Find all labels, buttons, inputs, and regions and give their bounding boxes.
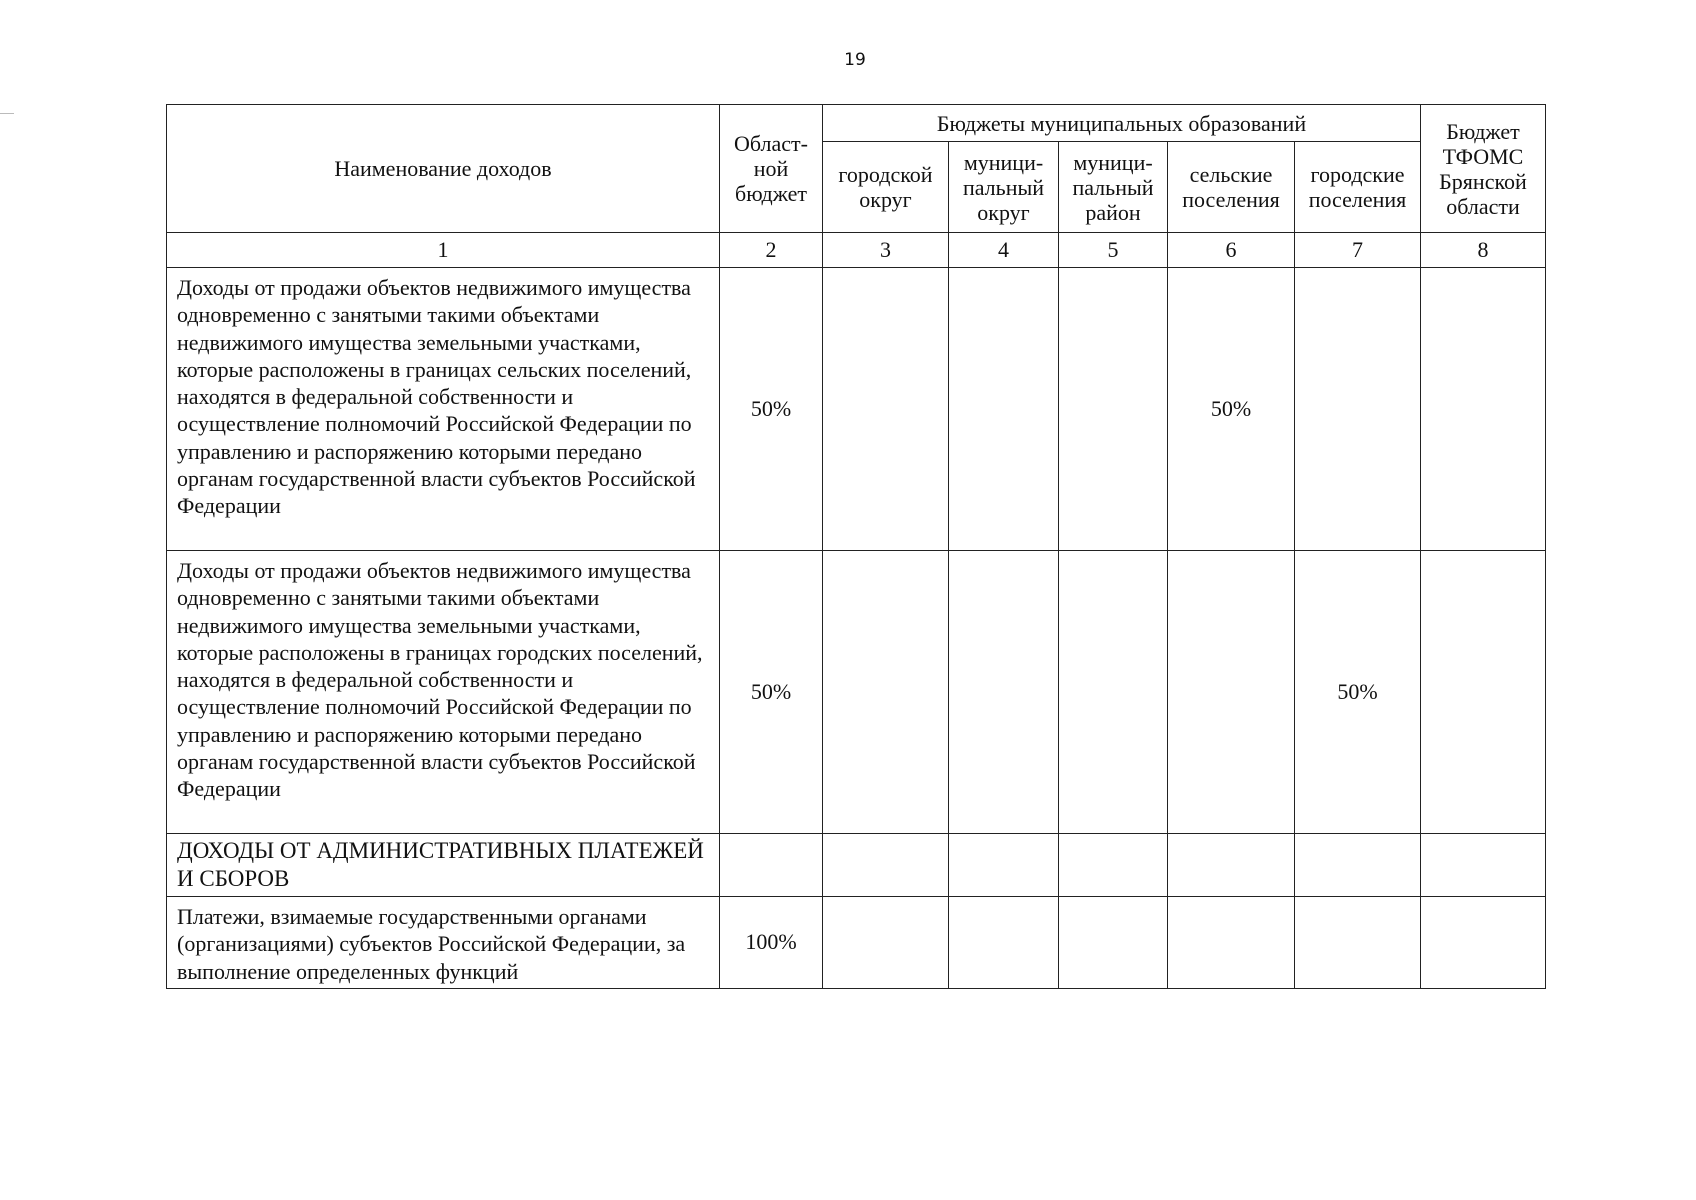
header-regional-budget: Област- ной бюджет bbox=[720, 105, 823, 233]
urban-settlements-share bbox=[1295, 897, 1421, 989]
municipal-rayon-share bbox=[1059, 897, 1168, 989]
tfoms-share bbox=[1421, 551, 1546, 834]
rural-settlements-share bbox=[1168, 834, 1295, 897]
table-row bbox=[167, 834, 1546, 897]
tfoms-share bbox=[1421, 268, 1546, 551]
revenue-distribution-table bbox=[166, 104, 1546, 989]
municipal-okrug-share bbox=[949, 551, 1059, 834]
municipal-okrug-share bbox=[949, 268, 1059, 551]
header-municipal-budgets: Бюджеты муниципальных образований bbox=[823, 105, 1421, 142]
header-urban-settlements: городские поселения bbox=[1295, 142, 1421, 233]
rural-settlements-share: 50% bbox=[1168, 268, 1295, 551]
column-number: 1 bbox=[167, 233, 720, 268]
municipal-rayon-share bbox=[1059, 268, 1168, 551]
scan-mark bbox=[0, 113, 14, 114]
column-number: 4 bbox=[949, 233, 1059, 268]
municipal-okrug-share bbox=[949, 897, 1059, 989]
municipal-rayon-share bbox=[1059, 834, 1168, 897]
revenue-name: Платежи, взимаемые государственными органами (организациями) субъектов Российской Федерации, за выполнение определенных функций bbox=[167, 897, 720, 989]
municipal-rayon-share bbox=[1059, 551, 1168, 834]
regional-share bbox=[720, 834, 823, 897]
column-number: 5 bbox=[1059, 233, 1168, 268]
city-district-share bbox=[823, 834, 949, 897]
header-municipal-okrug: муници- пальный округ bbox=[949, 142, 1059, 233]
regional-share: 100% bbox=[720, 897, 823, 989]
table-row bbox=[167, 897, 1546, 989]
header-tfoms-budget: Бюджет ТФОМС Брянской области bbox=[1421, 105, 1546, 233]
city-district-share bbox=[823, 268, 949, 551]
column-number-row bbox=[167, 233, 1546, 268]
tfoms-share bbox=[1421, 897, 1546, 989]
revenue-name: Доходы от продажи объектов недвижимого имущества одновременно с занятыми такими объектами недвижимого имущества земельными участками, которые расположены в границах городских поселений, находятся в федеральной собственности и осуществление полномочий Российской Федерации по управлению и распоряжению которыми передано органам государственной власти субъектов Российской Федерации bbox=[167, 551, 720, 834]
tfoms-share bbox=[1421, 834, 1546, 897]
municipal-okrug-share bbox=[949, 834, 1059, 897]
column-number: 6 bbox=[1168, 233, 1295, 268]
header-rural-settlements: сельские поселения bbox=[1168, 142, 1295, 233]
header-row-1 bbox=[167, 105, 1546, 142]
urban-settlements-share bbox=[1295, 834, 1421, 897]
header-name: Наименование доходов bbox=[167, 105, 720, 233]
city-district-share bbox=[823, 897, 949, 989]
section-title: ДОХОДЫ ОТ АДМИНИСТРАТИВНЫХ ПЛАТЕЖЕЙ И СБОРОВ bbox=[167, 834, 720, 897]
page-number: 19 bbox=[844, 50, 866, 70]
city-district-share bbox=[823, 551, 949, 834]
column-number: 8 bbox=[1421, 233, 1546, 268]
column-number: 3 bbox=[823, 233, 949, 268]
urban-settlements-share bbox=[1295, 268, 1421, 551]
column-number: 2 bbox=[720, 233, 823, 268]
rural-settlements-share bbox=[1168, 551, 1295, 834]
urban-settlements-share: 50% bbox=[1295, 551, 1421, 834]
column-number: 7 bbox=[1295, 233, 1421, 268]
table-row bbox=[167, 268, 1546, 551]
header-city-district: городской округ bbox=[823, 142, 949, 233]
table-row bbox=[167, 551, 1546, 834]
regional-share: 50% bbox=[720, 268, 823, 551]
regional-share: 50% bbox=[720, 551, 823, 834]
rural-settlements-share bbox=[1168, 897, 1295, 989]
header-municipal-rayon: муници- пальный район bbox=[1059, 142, 1168, 233]
revenue-name: Доходы от продажи объектов недвижимого имущества одновременно с занятыми такими объектами недвижимого имущества земельными участками, которые расположены в границах сельских поселений, находятся в федеральной собственности и осуществление полномочий Российской Федерации по управлению и распоряжению которыми передано органам государственной власти субъектов Российской Федерации bbox=[167, 268, 720, 551]
